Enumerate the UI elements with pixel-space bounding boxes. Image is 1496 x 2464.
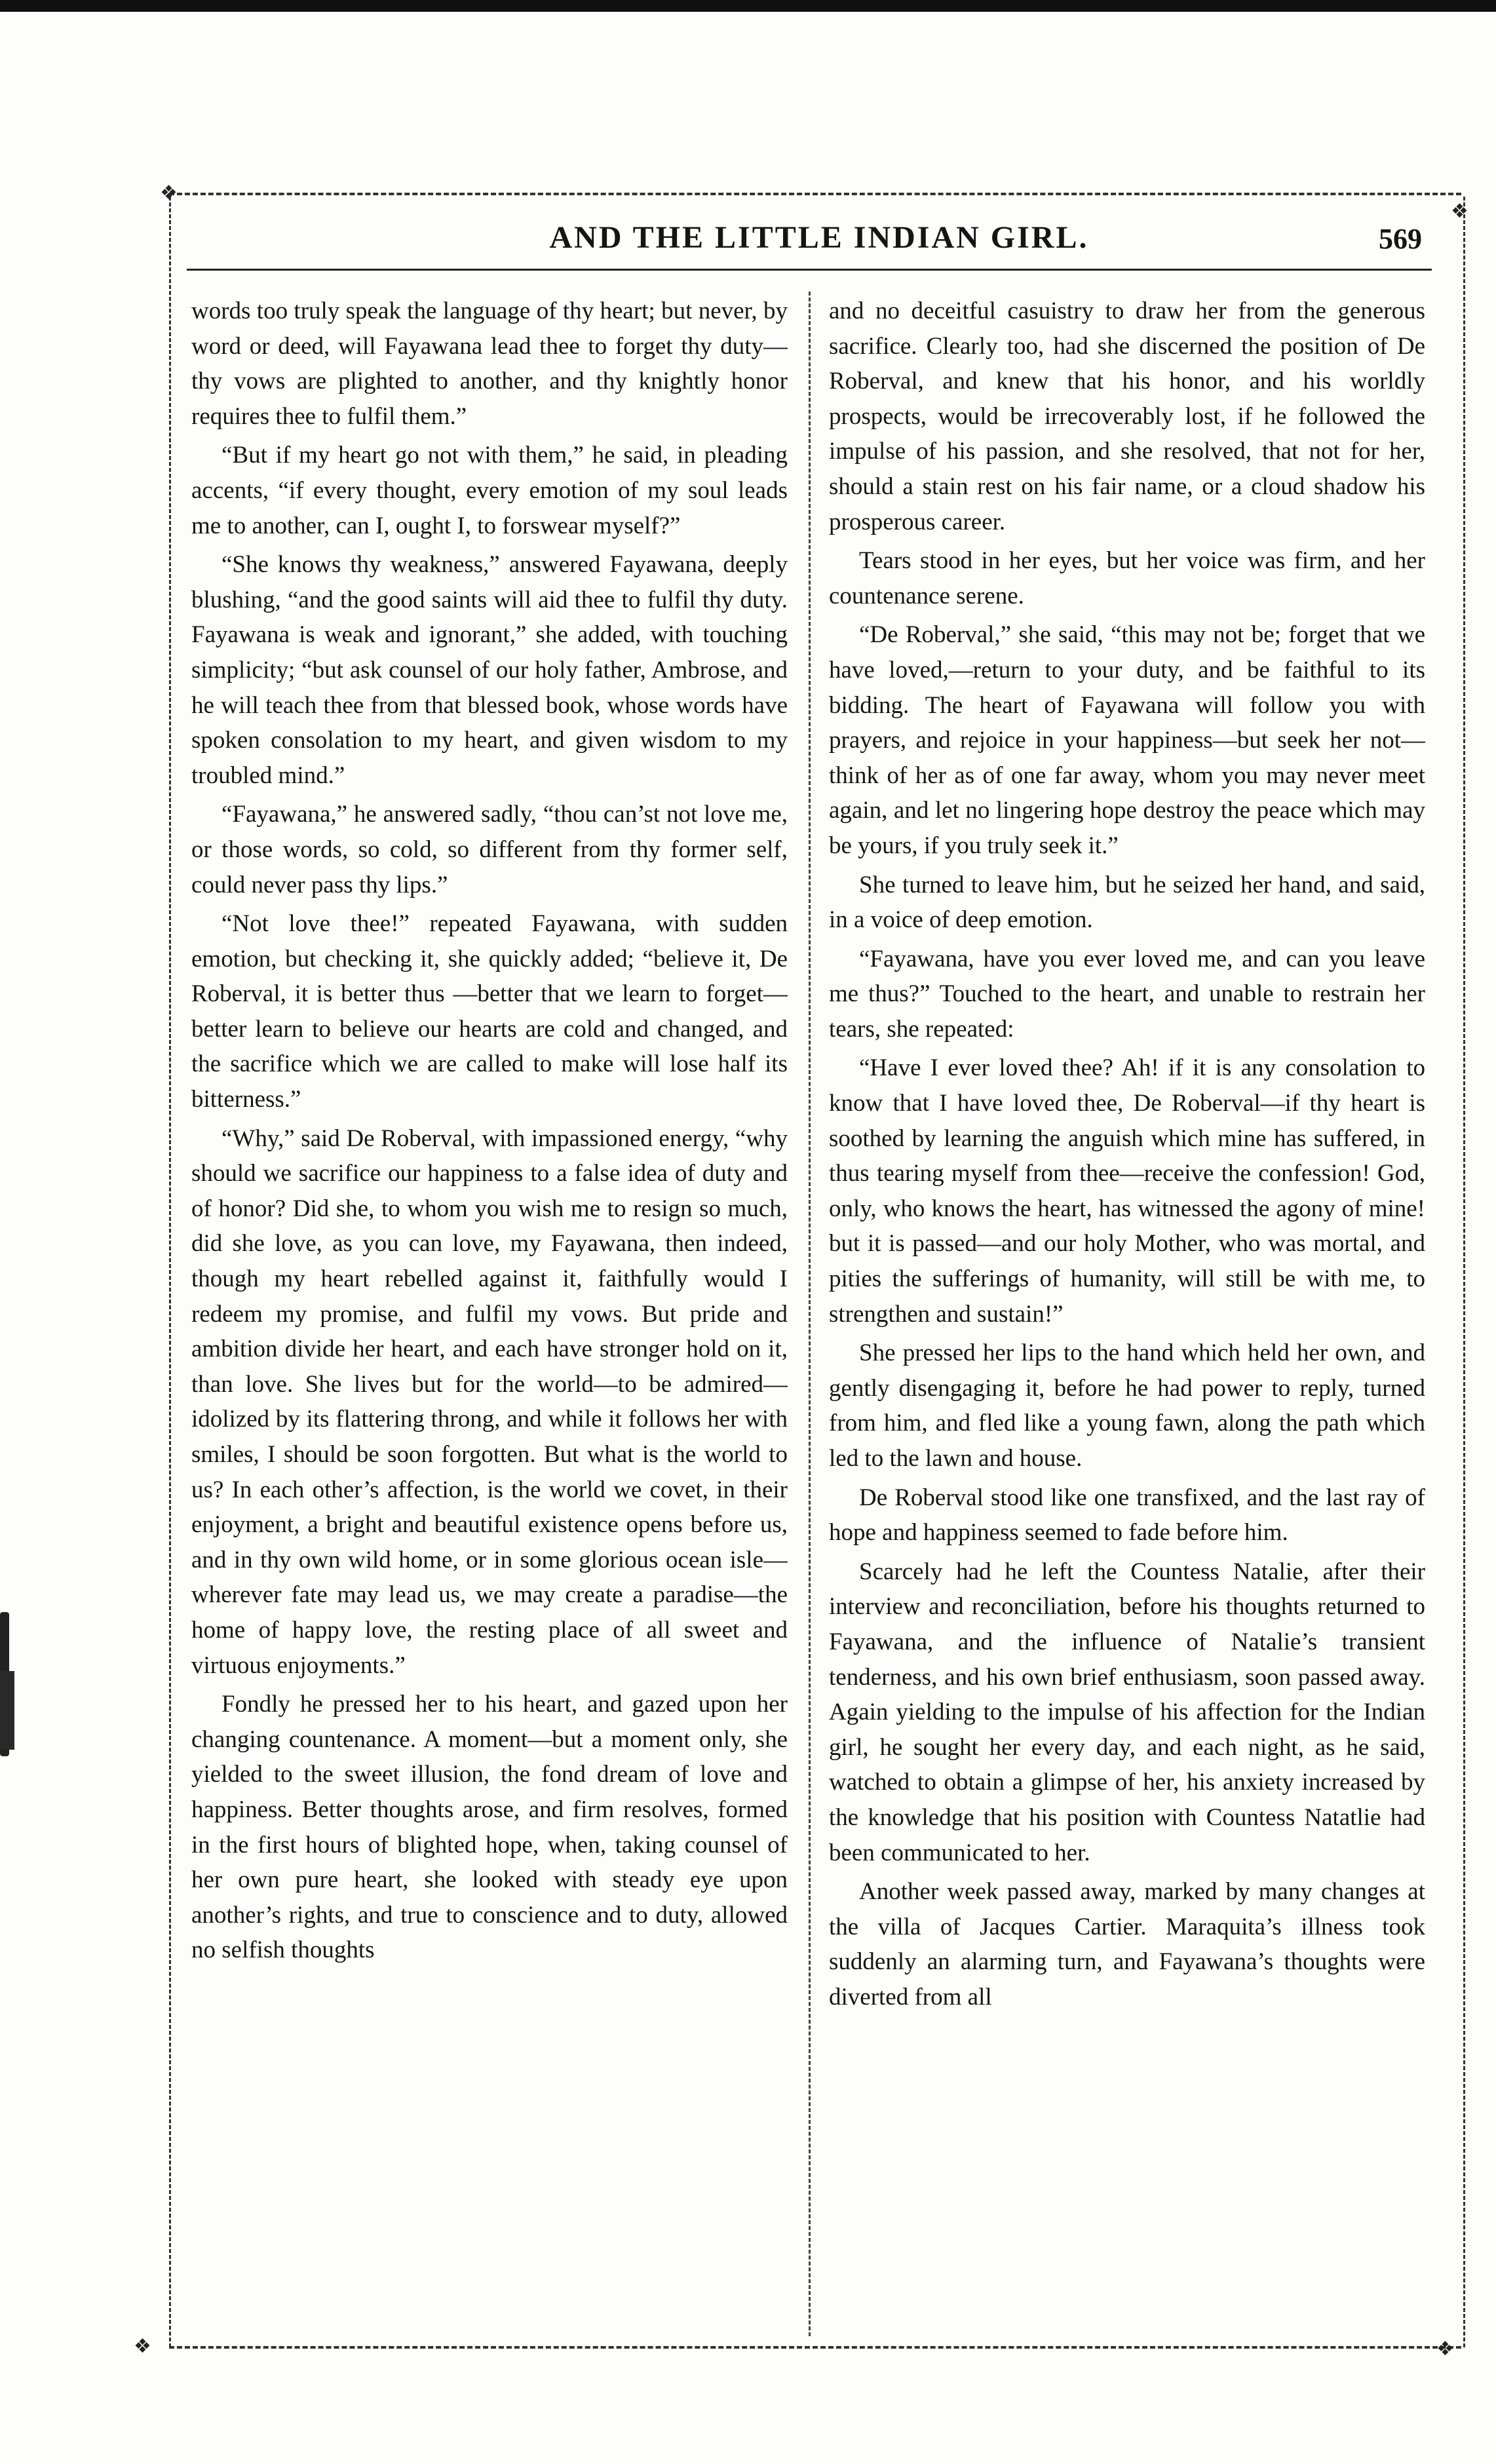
paragraph: “De Roberval,” she said, “this may not be; forget that we have loved,—return to your duty, and be faithful to its bidding. The heart of Fayawana will follow you with prayers, and rejoice in your happiness—but seek her not—think of her as of one far away, whom you may never meet again, and let no lingering hope destroy the peace which may be yours, if you truly seek it.” (829, 621, 1425, 859)
column-divider (809, 292, 811, 2336)
paragraph: De Roberval stood like one transfixed, and the last ray of hope and happiness seemed to fade before him. (829, 1484, 1425, 1547)
corner-ornament-top-left: ❖ (160, 182, 178, 204)
paragraph: Tears stood in her eyes, but her voice was firm, and her countenance serene. (829, 547, 1425, 609)
paragraph: Fondly he pressed her to his heart, and gazed upon her changing countenance. A moment—but a moment only, she yielded to the sweet illusion, the fond dream of love and happiness. Better thoughts arose, and firm resolves, formed in the first hours of blighted hope, when, taking counsel of her own pure heart, she looked with steady eye upon another’s rights, and true to conscience and to duty, allowed no selfish thoughts (191, 1691, 788, 1964)
right-column (829, 294, 1425, 2338)
paragraph: and no deceitful casuistry to draw her from the generous sacrifice. Clearly too, had she discerned the position of De Roberval, and knew that his honor, and his worldly prospects, would be irrecoverably lost, if he followed the impulse of his passion, and she resolved, that not for her, should a stain rest on his fair name, or a cloud shadow his prosperous career. (829, 298, 1425, 535)
paragraph: She pressed her lips to the hand which held her own, and gently disengaging it, before he had power to reply, turned from him, and fled like a young fawn, along the path which led to the lawn and house. (829, 1339, 1425, 1472)
paragraph: “Fayawana,” he answered sadly, “thou can’st not love me, or those words, so cold, so different from thy former self, could never pass thy lips.” (191, 801, 788, 898)
header-rule (187, 269, 1432, 271)
paragraph: “Have I ever loved thee? Ah! if it is any consolation to know that I have loved thee, De Roberval—if thy heart is soothed by learning the anguish which mine has suffered, in thus tearing myself from thee—receive the confession! God, only, who knows the heart, has witnessed the agony of mine! but it is passed—and our holy Mother, who was mortal, and pities the sufferings of humanity, will still be with me, to strengthen and sustain!” (829, 1054, 1425, 1328)
bottom-ornamental-rule (169, 2346, 1461, 2349)
running-head (197, 220, 1442, 265)
running-title: AND THE LITTLE INDIAN GIRL. (549, 220, 1089, 255)
paragraph: “But if my heart go not with them,” he said, in pleading accents, “if every thought, every emotion of my soul leads me to another, can I, ought I, to forswear myself?” (191, 442, 788, 539)
paragraph: words too truly speak the language of thy heart; but never, by word or deed, will Fayawana lead thee to forget thy duty—thy vows are plighted to another, and thy knightly honor requires thee to fulfil them.” (191, 298, 788, 430)
corner-ornament-bottom-left: ❖ (134, 2335, 151, 2358)
scan-binding-mark-2 (0, 1671, 14, 1750)
paragraph: “Why,” said De Roberval, with impassioned energy, “why should we sacrifice our happiness to a false idea of duty and of honor? Did she, to whom you wish me to resign so much, did she love, as you can love, my Fayawana, then indeed, though my heart rebelled against it, faithfully would I redeem my promise, and fulfil my vows. But pride and ambition divide her heart, and each have stronger hold on it, than love. She lives but for the world—to be admired—idolized by its flattering throng, and while it follows her with smiles, I should be soon forgotten. But what is the world to us? In each other’s affection, is the world we covet, in their enjoyment, a bright and beautiful existence opens before us, and in thy own wild home, or in some glorious ocean isle—wherever fate may lead us, we may create a paradise—the home of happy love, the resting place of all sweet and virtuous enjoyments.” (191, 1125, 788, 1679)
paragraph: “Fayawana, have you ever loved me, and can you leave me thus?” Touched to the heart, and unable to restrain her tears, she repeated: (829, 945, 1425, 1043)
paragraph: “She knows thy weakness,” answered Fayawana, deeply blushing, “and the good saints will aid thee to fulfil thy duty. Fayawana is weak and ignorant,” she added, with touching simplicity; “but ask counsel of our holy father, Ambrose, and he will teach thee from that blessed book, whose words have spoken consolation to my heart, and given wisdom to my troubled mind.” (191, 551, 788, 789)
corner-ornament-bottom-right: ❖ (1436, 2338, 1454, 2360)
paragraph: “Not love thee!” repeated Fayawana, with sudden emotion, but checking it, she quickly added; “believe it, De Roberval, it is better thus —better that we learn to forget—better learn to believe our hearts are cold and changed, and the sacrifice which we are called to make will lose half its bitterness.” (191, 910, 788, 1113)
paragraph: Scarcely had he left the Countess Natalie, after their interview and reconciliation, before his thoughts returned to Fayawana, and the influence of Natalie’s transient tenderness, and his own brief enthusiasm, soon passed away. Again yielding to the impulse of his affection for the Indian girl, he sought her every day, and each night, as he said, watched to obtain a glimpse of her, his anxiety increased by the knowledge that his position with Countess Natatlie had been communicated to her. (829, 1558, 1425, 1866)
paragraph: She turned to leave him, but he seized her hand, and said, in a voice of deep emotion. (829, 871, 1425, 934)
top-ornamental-rule (169, 193, 1461, 195)
page-number: 569 (1379, 223, 1422, 255)
paragraph: Another week passed away, marked by many changes at the villa of Jacques Cartier. Maraquita’s illness took suddenly an alarming turn, and Fayawana’s thoughts were diverted from all (829, 1878, 1425, 2011)
scan-top-edge (0, 0, 1496, 12)
corner-ornament-top-right: ❖ (1451, 200, 1468, 223)
left-column (191, 294, 788, 2338)
